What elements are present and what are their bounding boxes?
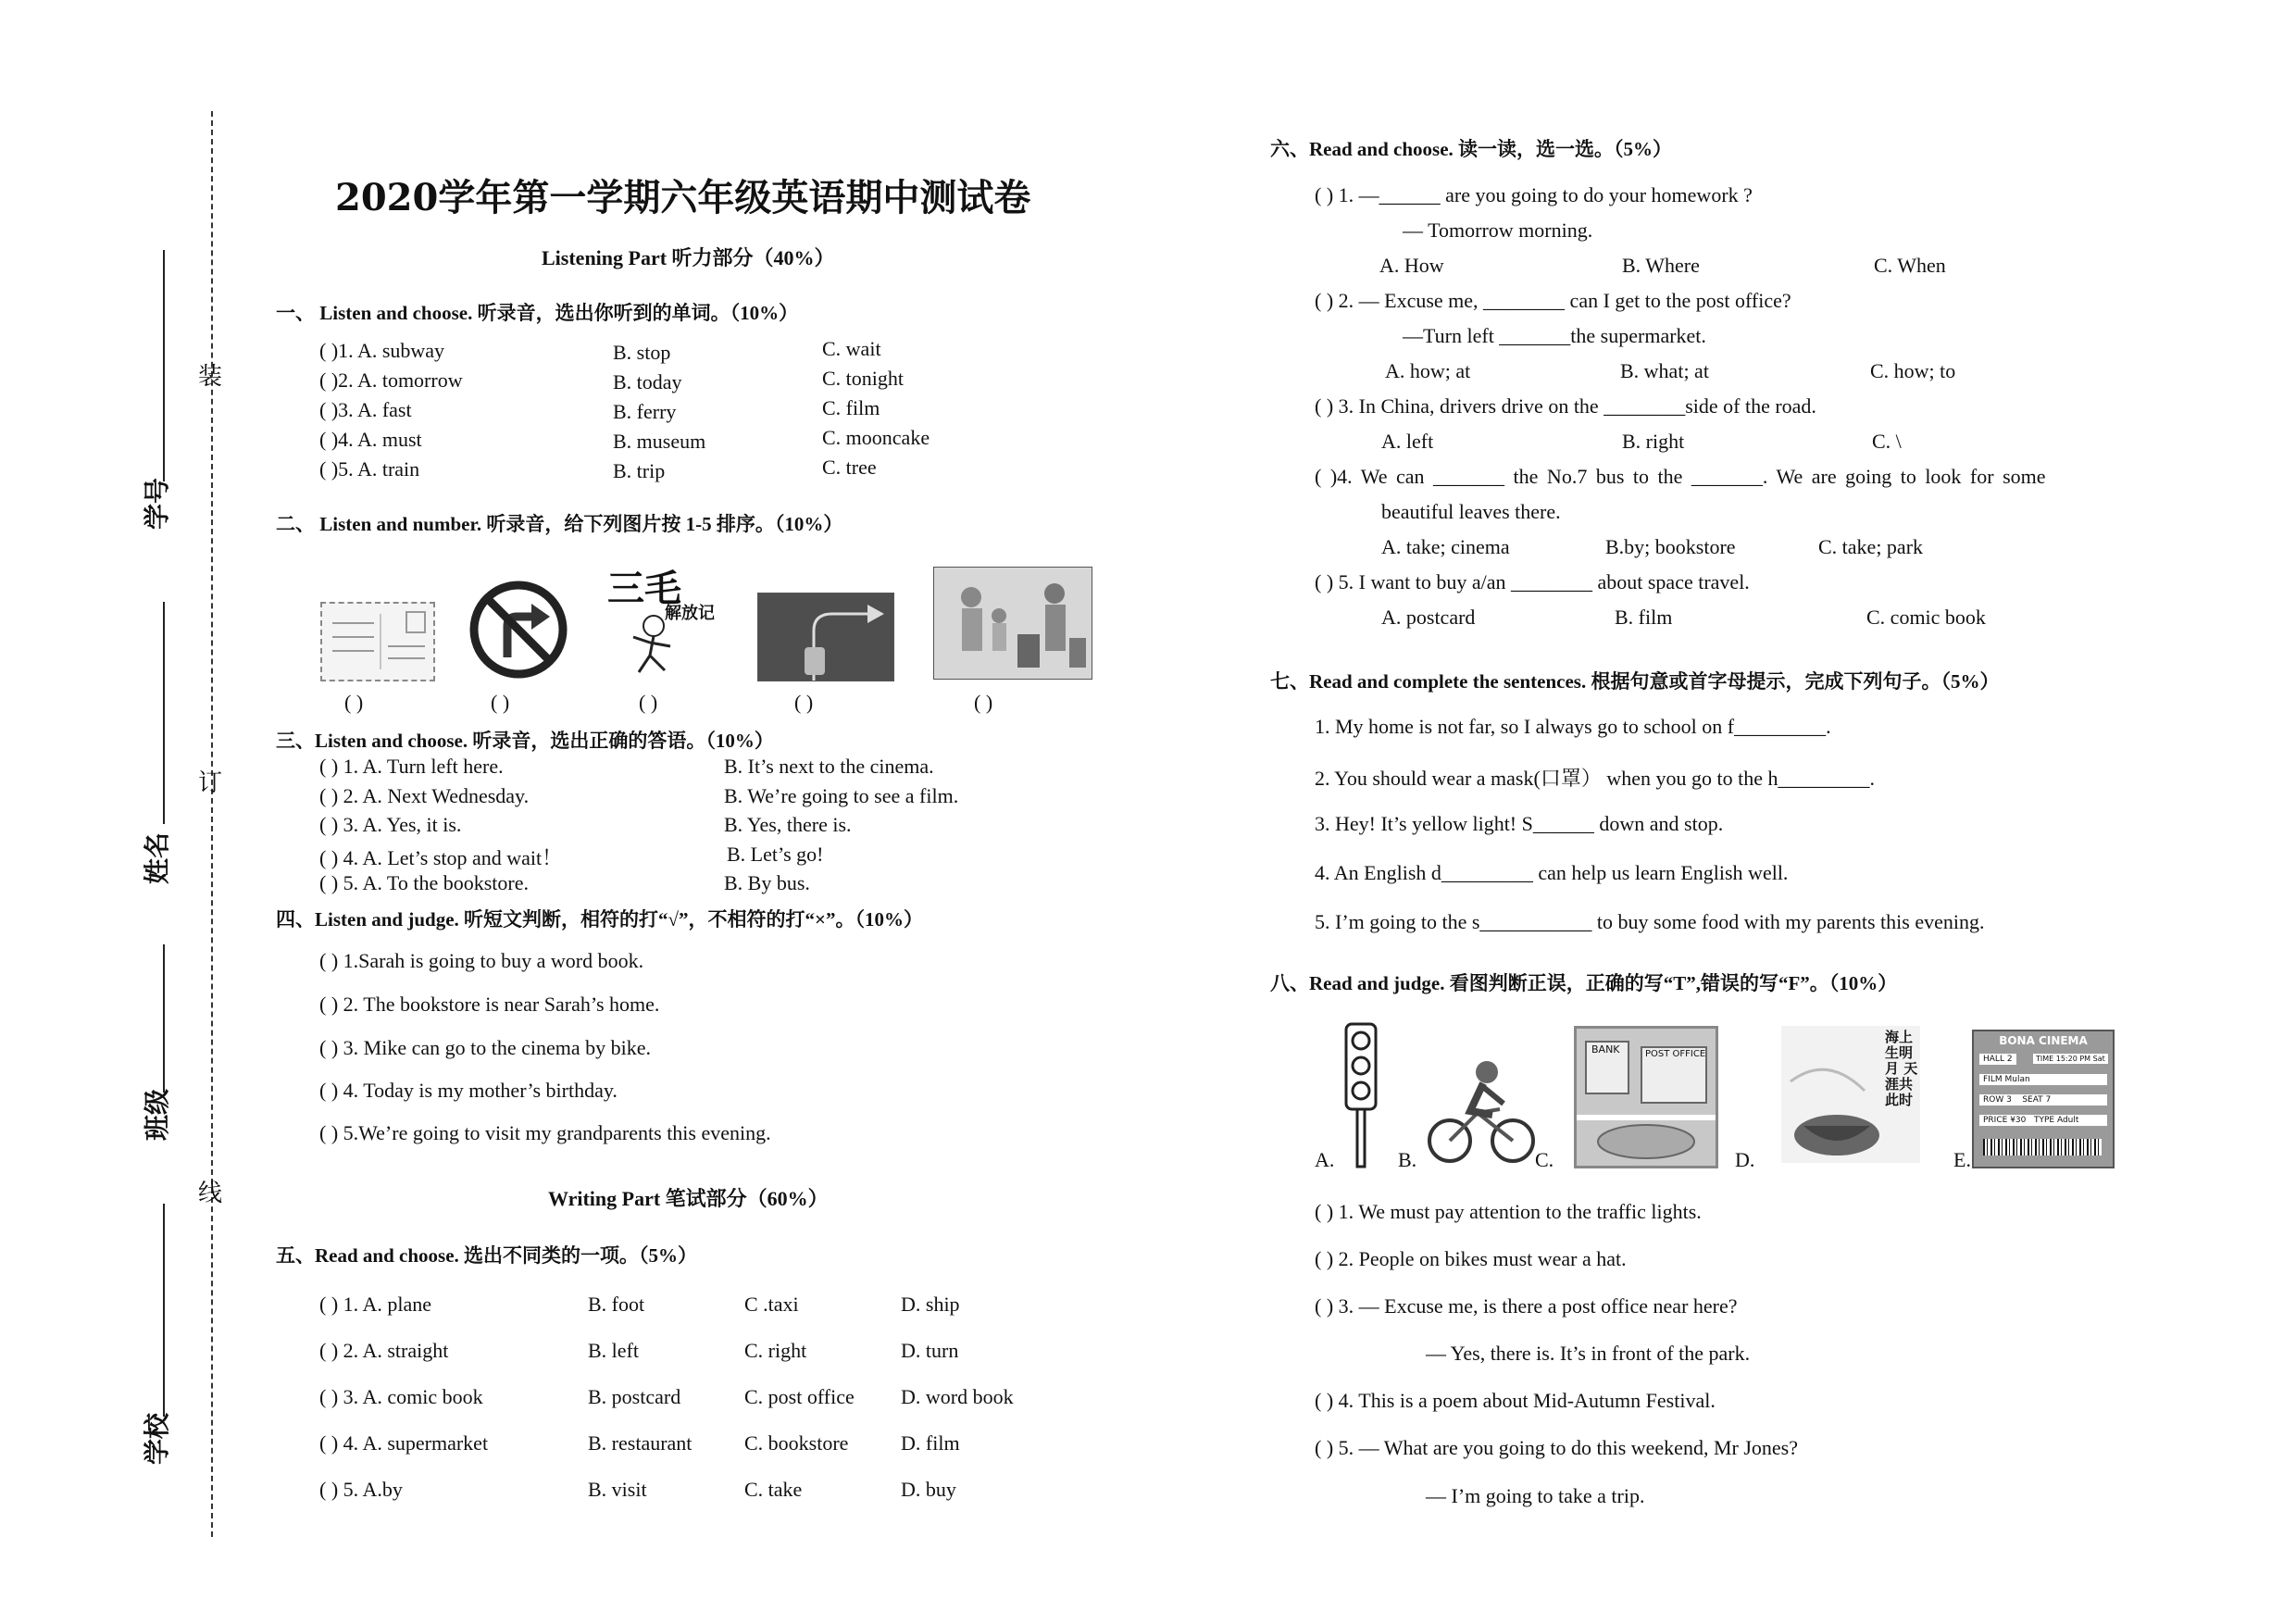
book-cover-picture [604,559,720,678]
s5-q4-c: C. bookstore [744,1431,849,1455]
s1-q1-b: B. stop [613,341,671,364]
ticket-film-label: FILM [1983,1075,2003,1084]
s8-label-e: E. [1953,1148,1971,1171]
writing-part-heading: Writing Part 笔试部分（60%） [548,1187,829,1210]
s3-q3-a[interactable]: ( ) 3. A. Yes, it is. [319,813,462,836]
s8-q3[interactable]: ( ) 3. — Excuse me, is there a post office near here? [1315,1294,1738,1318]
s6-q2-opt-b: B. what; at [1620,359,1709,382]
listening-part-heading: Listening Part 听力部分（40%） [542,246,835,269]
section-6-title: 六、Read and choose. 读一读，选一选。（5%） [1270,138,1673,160]
s5-q5-b: B. visit [588,1478,647,1501]
s7-q5[interactable]: 5. I’m going to the s___________ to buy some food with my parents this evening. [1315,910,1985,933]
s1-q3-c: C. film [822,396,880,419]
binding-char-ding: 订 [198,769,223,797]
ticket-hall-value: 2 [2006,1055,2013,1064]
s6-q3-opt-a: A. left [1381,430,1434,453]
s6-q4-opt-b: B.by; bookstore [1605,535,1736,558]
field-line-class[interactable] [163,944,165,1093]
s3-q5-b: B. By bus. [724,871,810,894]
cyclist-icon [1426,1056,1537,1167]
bank-label: BANK [1591,1043,1620,1056]
ticket-time-label: TIME [2036,1055,2054,1063]
road-turn-picture [757,593,894,681]
s8-q2[interactable]: ( ) 2. People on bikes must wear a hat. [1315,1247,1627,1270]
s4-q3[interactable]: ( ) 3. Mike can go to the cinema by bike. [319,1036,652,1059]
s4-q2[interactable]: ( ) 2. The bookstore is near Sarah’s home. [319,993,660,1016]
ticket-barcode [1983,1139,2102,1156]
cartoon-figure-icon [622,613,687,676]
traffic-light-icon [1342,1022,1379,1170]
no-right-turn-icon [468,580,568,680]
s7-q1[interactable]: 1. My home is not far, so I always go to school on f_________. [1315,715,1831,738]
s2-blank-3[interactable]: ( ) [639,691,658,714]
s4-q4[interactable]: ( ) 4. Today is my mother’s birthday. [319,1079,618,1102]
s1-q2-c: C. tonight [822,367,905,390]
poem-text: 海上生明月 天涯共此时 [1885,1029,1918,1108]
binding-char-zhuang: 装 [198,363,223,391]
s8-label-b: B. [1398,1148,1417,1171]
s3-q5-a[interactable]: ( ) 5. A. To the bookstore. [319,871,529,894]
s6-q4-opt-c: C. take; park [1818,535,1924,558]
s8-q3-answer: — Yes, there is. It’s in front of the park. [1426,1342,1751,1365]
s6-q4-cont: beautiful leaves there. [1381,500,1561,523]
section-4-title: 四、Listen and judge. 听短文判断，相符的打“√”，不相符的打“×”。（10%） [276,908,924,931]
s6-q4[interactable]: ( )4. We can _______ the No.7 bus to the _______. We are going to look for some [1315,465,2046,488]
section-8-title: 八、Read and judge. 看图判断正误，正确的写“T”,错误的写“F”。（10%） [1270,972,1898,994]
s5-q5[interactable]: ( ) 5. A.by [319,1478,403,1501]
s6-q1-answer: — Tomorrow morning. [1403,219,1593,242]
s6-q1[interactable]: ( ) 1. —______ are you going to do your homework ? [1315,183,1753,206]
s7-q4[interactable]: 4. An English d_________ can help us learn English well. [1315,861,1789,884]
s6-q1-opt-a: A. How [1379,254,1444,277]
s5-q2-c: C. right [744,1339,807,1362]
book-subtitle-text: 解放记 [665,604,715,623]
s1-q2-b: B. today [613,370,682,394]
s5-q3-b: B. postcard [588,1385,681,1408]
s5-q5-c: C. take [744,1478,803,1501]
s8-q4[interactable]: ( ) 4. This is a poem about Mid-Autumn Festival. [1315,1389,1716,1412]
s5-q3[interactable]: ( ) 3. A. comic book [319,1385,483,1408]
ticket-time-value: 15:20 PM Sat [2055,1055,2105,1063]
field-label-class: 班级 [144,1088,172,1141]
street-map-picture [1574,1026,1718,1168]
s6-q2-opt-c: C. how; to [1870,359,1956,382]
s8-label-d: D. [1735,1148,1755,1171]
s5-q4-b: B. restaurant [588,1431,693,1455]
s8-q5-answer: — I’m going to take a trip. [1426,1484,1645,1507]
section-3-title: 三、Listen and choose. 听录音，选出正确的答语。（10%） [276,730,774,752]
s6-q5-opt-b: B. film [1615,606,1673,629]
ticket-film-value: Mulan [2004,1075,2030,1084]
s8-label-a: A. [1315,1148,1335,1171]
s1-q5[interactable]: ( )5. A. train [319,457,420,481]
s5-q1[interactable]: ( ) 1. A. plane [319,1293,431,1316]
ticket-hall [1979,1054,2016,1065]
s5-q3-d: D. word book [901,1385,1014,1408]
ticket-price-value: ¥30 [2010,1116,2027,1125]
s6-q3[interactable]: ( ) 3. In China, drivers drive on the ________side of the road. [1315,394,1816,418]
ticket-hall-label: HALL [1983,1055,2004,1064]
mid-autumn-poem-picture [1781,1026,1920,1163]
ticket-header: BONA CINEMA [1999,1034,2088,1047]
field-label-name: 姓名 [144,831,172,884]
s1-q5-c: C. tree [822,456,877,479]
ticket-price-label: PRICE [1983,1116,2008,1125]
ticket-row-value: 3 [2006,1095,2012,1105]
road-right-turn-icon [758,593,893,681]
page-title: 2020学年第一学期六年级英语期中测试卷 [335,176,1031,219]
s5-q2-d: D. turn [901,1339,959,1362]
ticket-row-seat [1979,1094,2107,1106]
s6-q5[interactable]: ( ) 5. I want to buy a/an ________ about space travel. [1315,570,1750,593]
s8-q5[interactable]: ( ) 5. — What are you going to do this weekend, Mr Jones? [1315,1436,1798,1459]
s3-q4-b: B. Let’s go! [727,843,824,866]
ticket-price-type [1979,1115,2107,1126]
family-luggage-icon [934,568,1092,679]
s6-q4-opt-a: A. take; cinema [1381,535,1510,558]
s2-blank-1[interactable]: ( ) [344,691,364,714]
postcard-picture [320,602,435,681]
s7-q3[interactable]: 3. Hey! It’s yellow light! S______ down and stop. [1315,812,1724,835]
ticket-seat-label: SEAT [2022,1095,2043,1105]
s3-q2-b: B. We’re going to see a film. [724,784,959,807]
s3-q1-b: B. It’s next to the cinema. [724,755,934,778]
ticket-time [2033,1054,2108,1064]
ticket-film [1979,1074,2107,1085]
s2-blank-4[interactable]: ( ) [794,691,814,714]
ticket-type-value: Adult [2056,1116,2079,1125]
s6-q1-opt-c: C. When [1874,254,1946,277]
s7-q2[interactable]: 2. You should wear a mask(口罩） when you go to the h_________. [1315,767,1875,790]
section-5-title: 五、Read and choose. 选出不同类的一项。（5%） [276,1244,698,1267]
s6-q5-opt-c: C. comic book [1866,606,1986,629]
s1-q5-b: B. trip [613,459,666,482]
s6-q2[interactable]: ( ) 2. — Excuse me, ________ can I get to the post office? [1315,289,1791,312]
cinema-ticket-picture [1972,1030,2115,1168]
s5-q3-c: C. post office [744,1385,855,1408]
ticket-row-label: ROW [1983,1095,2004,1105]
family-travel-picture [933,567,1092,680]
s1-q3-b: B. ferry [613,400,677,423]
field-line-student-id[interactable] [163,250,165,481]
field-label-school: 学校 [144,1412,172,1465]
s5-q4[interactable]: ( ) 4. A. supermarket [319,1431,489,1455]
s5-q1-d: D. ship [901,1293,960,1316]
cyclist-picture [1426,1056,1537,1171]
field-line-school[interactable] [163,1204,165,1417]
s5-q1-b: B. foot [588,1293,645,1316]
s3-q4-a[interactable]: ( ) 4. A. Let’s stop and wait！ [319,846,563,869]
s8-label-c: C. [1535,1148,1554,1171]
s1-q3[interactable]: ( )3. A. fast [319,398,412,421]
s4-q5[interactable]: ( ) 5.We’re going to visit my grandparents this evening. [319,1121,771,1144]
postcard-icon [323,605,432,679]
s5-q4-d: D. film [901,1431,960,1455]
s1-q4-b: B. museum [613,430,706,453]
binding-dashed-line [211,111,213,1537]
post-office-label: POST OFFICE [1645,1049,1706,1059]
s4-q1[interactable]: ( ) 1.Sarah is going to buy a word book. [319,949,644,972]
field-line-name[interactable] [163,602,165,824]
s3-q2-a[interactable]: ( ) 2. A. Next Wednesday. [319,784,530,807]
s1-q4[interactable]: ( )4. A. must [319,428,422,451]
s6-q3-opt-b: B. right [1622,430,1685,453]
section-1-title: 一、 Listen and choose. 听录音，选出你听到的单词。（10%） [276,302,799,324]
book-title-text: 三毛 [607,568,681,610]
s3-q1-a[interactable]: ( ) 1. A. Turn left here. [319,755,504,778]
s8-q1[interactable]: ( ) 1. We must pay attention to the traffic lights. [1315,1200,1702,1223]
s6-q2-answer: —Turn left _______the supermarket. [1403,324,1706,347]
s6-q2-opt-a: A. how; at [1385,359,1471,382]
s5-q1-c: C .taxi [744,1293,799,1316]
traffic-light-picture [1342,1022,1379,1175]
s6-q3-opt-c: C. \ [1872,430,1902,453]
section-2-title: 二、 Listen and number. 听录音，给下列图片按 1-5 排序。（10%） [276,513,843,535]
binding-char-xian: 线 [198,1180,223,1207]
s1-q1[interactable]: ( )1. A. subway [319,339,445,362]
section-7-title: 七、Read and complete the sentences. 根据句意或首字母提示，完成下列句子。（5%） [1270,670,2000,693]
s1-q1-c: C. wait [822,337,881,360]
no-right-turn-sign [468,580,568,684]
s3-q3-b: B. Yes, there is. [724,813,852,836]
s1-q2[interactable]: ( )2. A. tomorrow [319,369,463,392]
ticket-type-label: TYPE [2033,1116,2055,1125]
s2-blank-5[interactable]: ( ) [974,691,993,714]
s1-q4-c: C. mooncake [822,426,930,449]
field-label-student-id: 学号 [144,477,172,530]
s2-blank-2[interactable]: ( ) [491,691,510,714]
ticket-seat-value: 7 [2045,1095,2052,1105]
s5-q2[interactable]: ( ) 2. A. straight [319,1339,449,1362]
s6-q5-opt-a: A. postcard [1381,606,1476,629]
s5-q2-b: B. left [588,1339,639,1362]
s6-q1-opt-b: B. Where [1622,254,1700,277]
s5-q5-d: D. buy [901,1478,956,1501]
